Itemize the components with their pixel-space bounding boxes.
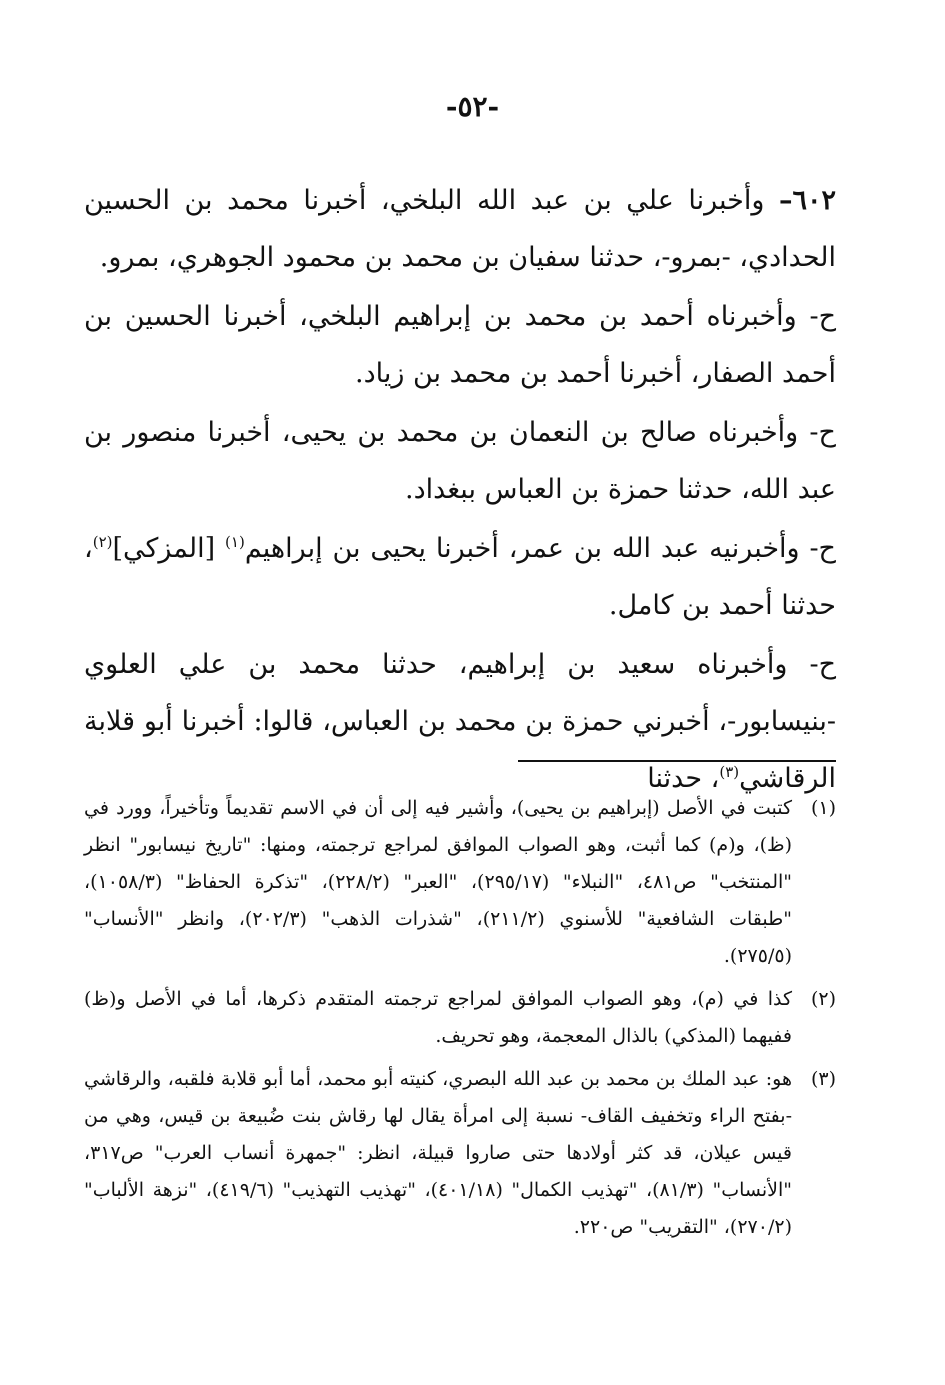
footnotes xyxy=(84,790,836,1252)
footnote-item xyxy=(84,790,836,975)
paragraph-text: ح- وأخبرناه سعيد بن إبراهيم، حدثنا محمد بن علي العلوي -بنيسابور-، أخبرني حمزة بن محمد بن العباس، قالوا: أخبرنا أبو قلابة الرقاشي xyxy=(84,649,836,794)
paragraph-text: ح- وأخبرناه صالح بن النعمان بن محمد بن يحيى، أخبرنا منصور بن عبد الله، حدثنا حمزة بن العباس ببغداد. xyxy=(84,417,836,505)
footnote-ref[interactable]: (١) xyxy=(225,533,245,551)
paragraph-text: ح- وأخبرناه أحمد بن محمد بن إبراهيم البلخي، أخبرنا الحسين بن أحمد الصفار، أخبرنا أحمد بن محمد بن زياد. xyxy=(84,301,836,389)
footnote-text: كذا في (م)، وهو الصواب الموافق لمراجع ترجمته المتقدم ذكرها، أما في الأصل و(ظ) ففيهما (المذكي) بالذال المعجمة، وهو تحريف. xyxy=(84,988,792,1047)
hadith-paragraph xyxy=(84,172,836,286)
footnote-marker: (٢) xyxy=(810,988,836,1010)
hadith-number: ٦٠٢– xyxy=(779,185,837,216)
footnote-ref[interactable]: (٣) xyxy=(719,763,740,781)
paragraph-text: ، حدثنا xyxy=(647,763,720,794)
paragraph-text: ، حدثنا أحمد بن كامل. xyxy=(84,533,836,621)
main-text xyxy=(84,172,836,809)
isnad-paragraph xyxy=(84,404,836,518)
isnad-paragraph xyxy=(84,520,836,634)
paragraph-text: ح- وأخبرنيه عبد الله بن عمر، أخبرنا يحيى بن إبراهيم xyxy=(244,533,836,564)
isnad-paragraph xyxy=(84,636,836,807)
isnad-paragraph xyxy=(84,288,836,402)
paragraph-text: [المزكي] xyxy=(112,533,226,564)
page-number: -٥٢- xyxy=(445,90,500,123)
footnote-divider xyxy=(518,760,836,762)
footnote-item xyxy=(84,981,836,1055)
footnote-text: هو: عبد الملك بن محمد بن عبد الله البصري، كنيته أبو محمد، أما أبو قلابة فلقبه، والرقاشي -بفتح الراء وتخفيف القاف- نسبة إلى امرأة يقال لها رقاش بنت ضُبيعة بن قيس، وهي من قيس عيلان، قد كثر أولادها حتى صاروا قبيلة، انظر: "جمهرة أنساب العرب" ص٣١٧، "الأنساب" (٨١/٣)، "تهذيب الكمال" (٤٠١/١٨)، "تهذيب التهذيب" (٤١٩/٦)، "نزهة الألباب" (٢٧٠/٢)، "التقريب" ص٢٢٠. xyxy=(84,1068,792,1238)
footnote-marker: (٣) xyxy=(810,1068,836,1090)
paragraph-text: وأخبرنا علي بن عبد الله البلخي، أخبرنا محمد بن الحسين الحدادي، -بمرو-، حدثنا سفيان بن محمد بن محمود الجوهري، بمرو. xyxy=(84,185,836,273)
footnote-item xyxy=(84,1061,836,1246)
footnote-marker: (١) xyxy=(810,797,836,819)
footnote-ref[interactable]: (٢) xyxy=(92,533,113,551)
footnote-text: كتبت في الأصل (إبراهيم بن يحيى)، وأشير فيه إلى أن في الاسم تقديماً وتأخيراً، وورد في (ظ)، و(م) كما أثبت، وهو الصواب الموافق لمراجع ترجمته، ومنها: "تاريخ نيسابور" انظر "المنتخب" ص٤٨١، "النبلاء" (٢٩٥/١٧)، "العبر" (٢٢٨/٢)، "تذكرة الحفاظ" (١٠٥٨/٣)، "طبقات الشافعية" للأسنوي (٢١١/٢)، "شذرات الذهب" (٢٠٢/٣)، وانظر "الأنساب" (٢٧٥/٥). xyxy=(84,797,792,967)
